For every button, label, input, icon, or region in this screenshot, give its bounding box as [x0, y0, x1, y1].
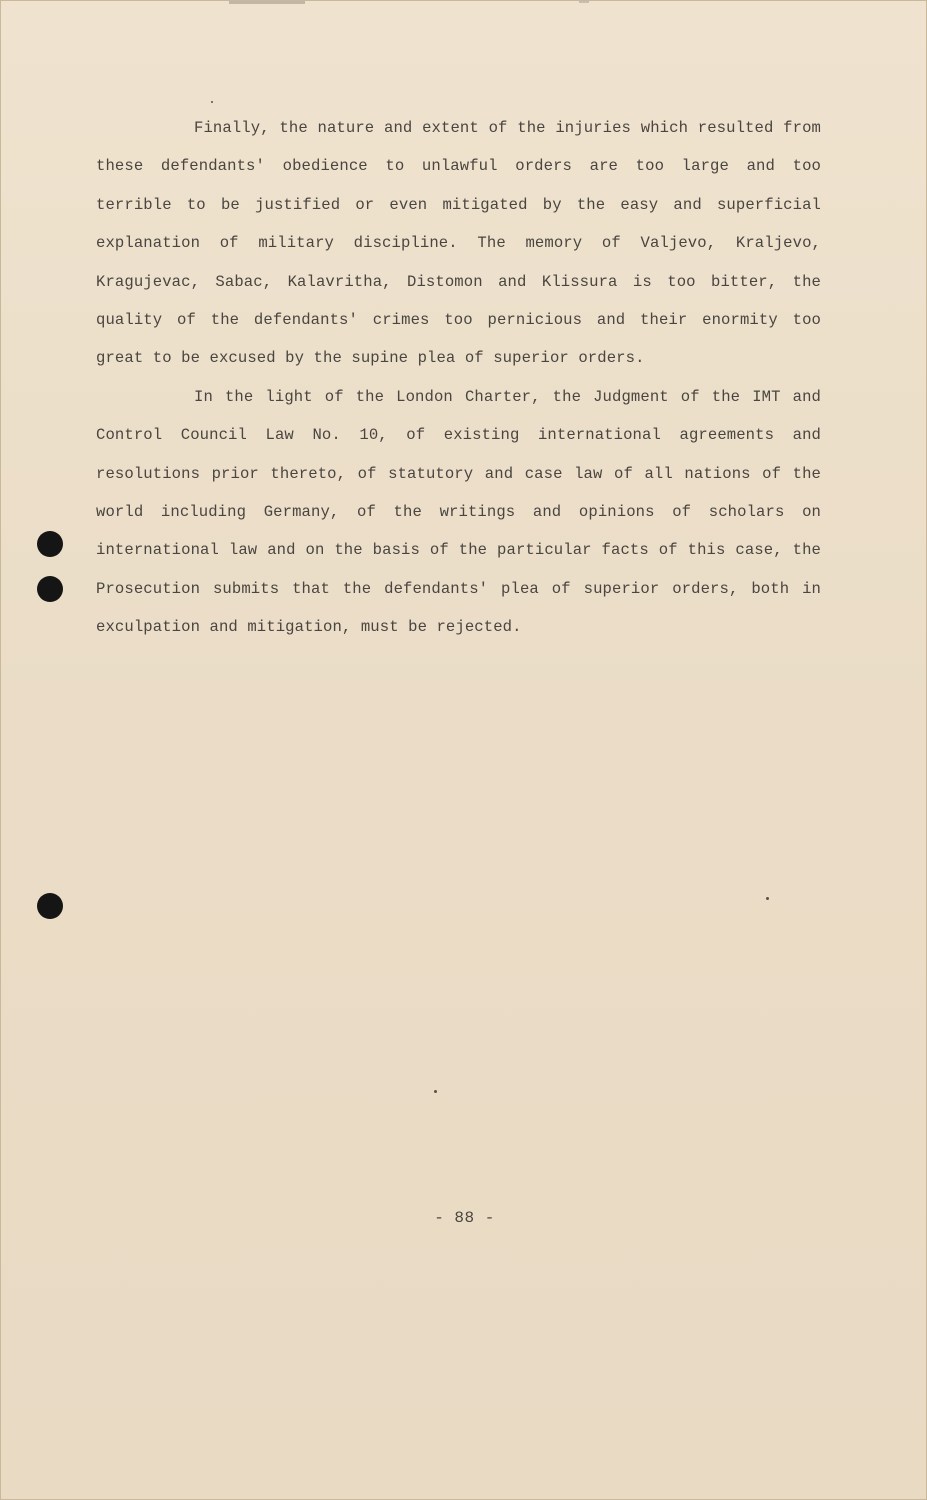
paper-speck	[211, 101, 213, 103]
page-number: - 88 -	[434, 1209, 495, 1227]
page-edge-mark	[579, 1, 589, 3]
paragraph-prosecution-submission: In the light of the London Charter, the Judgment of the IMT and Control Council Law No. 10, of existing international agreements and resolutions prior thereto, of statutory and case law of all nations of the world including Germany, of the writings and opinions of scholars on international law and on the basis of the particular facts of this case, the Prosecution submits that the defendants' plea of superior orders, both in exculpation and mitigation, must be rejected.	[96, 387, 821, 637]
paper-speck	[766, 897, 769, 900]
paragraph-superior-orders-injuries: Finally, the nature and extent of the injuries which resulted from these defendants' obedience to unlawful orders are too large and too terrible to be justified or even mitigated by the easy and superficial explanation of military discipline. The memory of Valjevo, Kraljevo, Kragujevac, Sabac, Kalavritha, Distomon and Klissura is too bitter, the quality of the defendants' crimes too pernicious and their enormity too great to be excused by the supine plea of superior orders.	[96, 119, 821, 368]
punch-hole	[37, 893, 63, 919]
document-body	[96, 109, 821, 647]
paper-speck	[434, 1090, 437, 1093]
punch-hole	[37, 531, 63, 557]
punch-hole	[37, 576, 63, 602]
page-edge-mark	[229, 1, 305, 4]
